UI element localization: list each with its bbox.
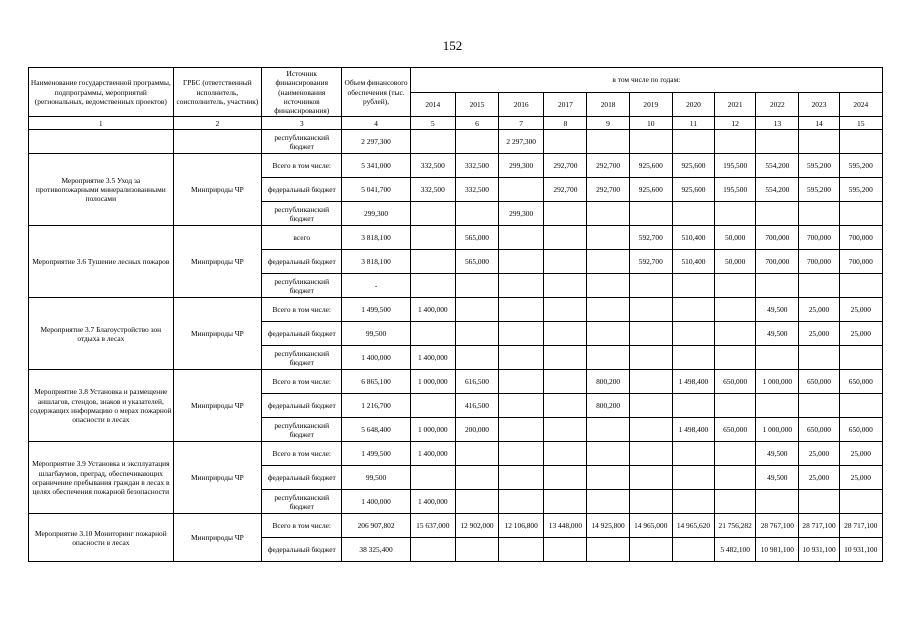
year-value-cell: 1 400,000 bbox=[410, 346, 455, 370]
year-value-cell bbox=[587, 202, 629, 226]
column-number: 12 bbox=[715, 117, 756, 130]
year-value-cell bbox=[455, 322, 498, 346]
year-value-cell bbox=[715, 202, 756, 226]
year-value-cell: 800,200 bbox=[587, 370, 629, 394]
column-number: 3 bbox=[262, 117, 342, 130]
source-cell: федеральный бюджет bbox=[262, 466, 342, 490]
year-value-cell: 1 498,400 bbox=[672, 418, 714, 442]
year-header: 2018 bbox=[587, 92, 629, 117]
total-cell: 2 297,300 bbox=[342, 130, 410, 154]
year-value-cell bbox=[715, 466, 756, 490]
column-number: 9 bbox=[587, 117, 629, 130]
grbs-cell: Минприроды ЧР bbox=[173, 442, 261, 514]
year-value-cell: 28 767,100 bbox=[756, 514, 799, 538]
year-value-cell: 25,000 bbox=[839, 442, 882, 466]
year-header: 2020 bbox=[672, 92, 714, 117]
measure-name: Мероприятие 3.7 Благоустройство зон отдыха в лесах bbox=[29, 298, 174, 370]
column-number: 5 bbox=[410, 117, 455, 130]
source-cell: республиканский бюджет bbox=[262, 274, 342, 298]
year-value-cell bbox=[455, 490, 498, 514]
year-value-cell: 925,600 bbox=[672, 178, 714, 202]
grbs-cell: Минприроды ЧР bbox=[173, 298, 261, 370]
year-value-cell bbox=[799, 346, 839, 370]
source-cell: всего bbox=[262, 226, 342, 250]
year-value-cell: 28 717,100 bbox=[839, 514, 882, 538]
year-value-cell: 28 717,100 bbox=[799, 514, 839, 538]
column-number: 1 bbox=[29, 117, 174, 130]
year-value-cell bbox=[839, 346, 882, 370]
year-value-cell bbox=[455, 466, 498, 490]
year-value-cell: 616,500 bbox=[455, 370, 498, 394]
source-cell: Всего в том числе: bbox=[262, 370, 342, 394]
year-value-cell bbox=[544, 346, 587, 370]
year-value-cell bbox=[410, 130, 455, 154]
year-value-cell: 650,000 bbox=[715, 370, 756, 394]
year-value-cell: 49,500 bbox=[756, 466, 799, 490]
year-value-cell: 565,000 bbox=[455, 226, 498, 250]
total-cell: 1 400,000 bbox=[342, 490, 410, 514]
year-value-cell: 800,200 bbox=[587, 394, 629, 418]
year-value-cell: 2 297,300 bbox=[499, 130, 544, 154]
year-value-cell bbox=[410, 466, 455, 490]
year-value-cell bbox=[715, 442, 756, 466]
year-value-cell bbox=[544, 202, 587, 226]
year-value-cell: 510,400 bbox=[672, 226, 714, 250]
column-number: 7 bbox=[499, 117, 544, 130]
year-value-cell: 510,400 bbox=[672, 250, 714, 274]
measure-name: Мероприятие 3.9 Установка и эксплуатация шлагбаумов, преград, обеспечивающих ограничение пребывания граждан в лесах в целях обеспечения пожарной безопасности bbox=[29, 442, 174, 514]
year-value-cell bbox=[499, 370, 544, 394]
table-row bbox=[29, 226, 883, 250]
year-value-cell: 1 400,000 bbox=[410, 490, 455, 514]
year-value-cell bbox=[629, 538, 672, 562]
year-value-cell: 195,500 bbox=[715, 154, 756, 178]
year-value-cell bbox=[672, 538, 714, 562]
year-header: 2023 bbox=[799, 92, 839, 117]
year-value-cell bbox=[799, 490, 839, 514]
year-value-cell bbox=[715, 490, 756, 514]
year-value-cell bbox=[799, 130, 839, 154]
year-value-cell: 925,600 bbox=[629, 154, 672, 178]
year-value-cell bbox=[410, 322, 455, 346]
year-value-cell: 299,300 bbox=[499, 154, 544, 178]
year-value-cell: 195,500 bbox=[715, 178, 756, 202]
year-value-cell bbox=[544, 538, 587, 562]
year-value-cell bbox=[587, 442, 629, 466]
header-grbs: ГРБС (ответственный исполнитель, соисполнитель, участник) bbox=[173, 68, 261, 117]
year-value-cell bbox=[544, 490, 587, 514]
year-value-cell bbox=[455, 346, 498, 370]
year-value-cell: 595,200 bbox=[799, 154, 839, 178]
year-value-cell bbox=[587, 490, 629, 514]
year-value-cell bbox=[715, 274, 756, 298]
year-value-cell bbox=[499, 418, 544, 442]
year-value-cell: 200,000 bbox=[455, 418, 498, 442]
year-value-cell: 14 965,000 bbox=[629, 514, 672, 538]
year-value-cell: 554,200 bbox=[756, 178, 799, 202]
year-value-cell bbox=[672, 298, 714, 322]
column-number: 10 bbox=[629, 117, 672, 130]
grbs-cell: Минприроды ЧР bbox=[173, 154, 261, 226]
year-value-cell bbox=[544, 274, 587, 298]
year-value-cell bbox=[756, 394, 799, 418]
year-value-cell bbox=[544, 298, 587, 322]
year-value-cell: 49,500 bbox=[756, 322, 799, 346]
year-value-cell: 10 981,100 bbox=[756, 538, 799, 562]
grbs-cell: Минприроды ЧР bbox=[173, 514, 261, 562]
total-cell: 3 818,100 bbox=[342, 226, 410, 250]
year-value-cell: 332,500 bbox=[410, 154, 455, 178]
year-value-cell bbox=[544, 394, 587, 418]
year-value-cell: 700,000 bbox=[756, 250, 799, 274]
year-value-cell bbox=[587, 274, 629, 298]
year-value-cell: 332,500 bbox=[455, 178, 498, 202]
year-value-cell bbox=[672, 394, 714, 418]
year-value-cell: 14 925,800 bbox=[587, 514, 629, 538]
year-value-cell bbox=[499, 490, 544, 514]
total-cell: 1 400,000 bbox=[342, 346, 410, 370]
year-value-cell bbox=[499, 322, 544, 346]
financing-table bbox=[28, 67, 883, 562]
year-value-cell bbox=[587, 538, 629, 562]
year-value-cell bbox=[455, 274, 498, 298]
year-value-cell bbox=[544, 442, 587, 466]
year-value-cell: 332,500 bbox=[410, 178, 455, 202]
year-value-cell bbox=[455, 442, 498, 466]
year-value-cell bbox=[672, 130, 714, 154]
total-cell: 38 325,400 bbox=[342, 538, 410, 562]
year-value-cell: 1 400,000 bbox=[410, 298, 455, 322]
year-value-cell: 416,500 bbox=[455, 394, 498, 418]
source-cell: республиканский бюджет bbox=[262, 202, 342, 226]
year-value-cell bbox=[672, 490, 714, 514]
year-value-cell bbox=[715, 298, 756, 322]
year-value-cell: 595,200 bbox=[839, 154, 882, 178]
year-value-cell bbox=[544, 226, 587, 250]
column-number: 8 bbox=[544, 117, 587, 130]
year-value-cell: 299,300 bbox=[499, 202, 544, 226]
year-value-cell bbox=[715, 130, 756, 154]
year-value-cell: 10 931,100 bbox=[839, 538, 882, 562]
year-value-cell: 25,000 bbox=[799, 466, 839, 490]
year-value-cell bbox=[499, 442, 544, 466]
year-value-cell bbox=[839, 202, 882, 226]
year-value-cell bbox=[715, 394, 756, 418]
year-value-cell bbox=[629, 202, 672, 226]
year-value-cell bbox=[587, 466, 629, 490]
total-cell: 206 907,802 bbox=[342, 514, 410, 538]
total-cell: 5 341,000 bbox=[342, 154, 410, 178]
year-value-cell bbox=[499, 394, 544, 418]
year-value-cell bbox=[410, 538, 455, 562]
grbs-cell: Минприроды ЧР bbox=[173, 370, 261, 442]
year-value-cell: 13 448,000 bbox=[544, 514, 587, 538]
year-value-cell: 292,700 bbox=[544, 154, 587, 178]
year-value-cell: 650,000 bbox=[839, 370, 882, 394]
source-cell: республиканский бюджет bbox=[262, 490, 342, 514]
year-value-cell: 650,000 bbox=[715, 418, 756, 442]
source-cell: федеральный бюджет bbox=[262, 178, 342, 202]
table-row bbox=[29, 130, 883, 154]
year-header: 2016 bbox=[499, 92, 544, 117]
year-header: 2021 bbox=[715, 92, 756, 117]
table-row bbox=[29, 154, 883, 178]
year-value-cell bbox=[799, 394, 839, 418]
year-value-cell bbox=[587, 250, 629, 274]
year-value-cell: 1 000,000 bbox=[756, 418, 799, 442]
year-value-cell bbox=[587, 346, 629, 370]
year-value-cell: 25,000 bbox=[799, 442, 839, 466]
year-value-cell bbox=[587, 130, 629, 154]
year-value-cell bbox=[799, 274, 839, 298]
year-value-cell bbox=[756, 274, 799, 298]
year-header: 2017 bbox=[544, 92, 587, 117]
year-value-cell: 700,000 bbox=[756, 226, 799, 250]
year-value-cell bbox=[629, 442, 672, 466]
year-value-cell bbox=[587, 226, 629, 250]
year-value-cell: 700,000 bbox=[839, 226, 882, 250]
year-value-cell bbox=[839, 490, 882, 514]
year-value-cell bbox=[672, 202, 714, 226]
year-value-cell bbox=[672, 466, 714, 490]
table-row bbox=[29, 298, 883, 322]
year-value-cell bbox=[756, 130, 799, 154]
year-value-cell bbox=[455, 538, 498, 562]
year-value-cell bbox=[499, 178, 544, 202]
year-value-cell: 1 400,000 bbox=[410, 442, 455, 466]
grbs-cell: Минприроды ЧР bbox=[173, 226, 261, 298]
year-value-cell bbox=[672, 322, 714, 346]
year-value-cell: 49,500 bbox=[756, 298, 799, 322]
year-value-cell bbox=[587, 418, 629, 442]
year-value-cell: 592,700 bbox=[629, 226, 672, 250]
measure-name: Мероприятие 3.5 Уход за противопожарными минерализованными полосами bbox=[29, 154, 174, 226]
source-cell: федеральный бюджет bbox=[262, 394, 342, 418]
year-value-cell: 25,000 bbox=[799, 298, 839, 322]
total-cell: - bbox=[342, 274, 410, 298]
year-value-cell bbox=[544, 466, 587, 490]
total-cell: 5 648,400 bbox=[342, 418, 410, 442]
year-value-cell bbox=[629, 490, 672, 514]
year-value-cell: 21 756,282 bbox=[715, 514, 756, 538]
header-source: Источник финансирования (наименования источников финансирования) bbox=[262, 68, 342, 117]
table-row bbox=[29, 370, 883, 394]
year-value-cell: 1 000,000 bbox=[410, 418, 455, 442]
year-value-cell: 25,000 bbox=[799, 322, 839, 346]
year-value-cell: 292,700 bbox=[544, 178, 587, 202]
year-value-cell bbox=[629, 466, 672, 490]
year-value-cell: 25,000 bbox=[839, 298, 882, 322]
source-cell: Всего в том числе: bbox=[262, 514, 342, 538]
year-value-cell: 332,500 bbox=[455, 154, 498, 178]
year-value-cell: 49,500 bbox=[756, 442, 799, 466]
year-value-cell bbox=[629, 346, 672, 370]
year-value-cell: 50,000 bbox=[715, 250, 756, 274]
page-number: 152 bbox=[442, 38, 463, 53]
total-cell: 99,500 bbox=[342, 322, 410, 346]
year-value-cell bbox=[629, 322, 672, 346]
year-header: 2019 bbox=[629, 92, 672, 117]
year-value-cell bbox=[544, 322, 587, 346]
column-number: 14 bbox=[799, 117, 839, 130]
column-number: 4 bbox=[342, 117, 410, 130]
year-value-cell bbox=[672, 346, 714, 370]
year-value-cell: 650,000 bbox=[839, 418, 882, 442]
source-cell: Всего в том числе: bbox=[262, 442, 342, 466]
year-value-cell bbox=[715, 322, 756, 346]
year-value-cell bbox=[455, 202, 498, 226]
year-value-cell: 12 902,000 bbox=[455, 514, 498, 538]
year-value-cell bbox=[629, 130, 672, 154]
year-value-cell bbox=[587, 322, 629, 346]
year-value-cell: 292,700 bbox=[587, 154, 629, 178]
year-value-cell: 5 482,100 bbox=[715, 538, 756, 562]
source-cell: Всего в том числе: bbox=[262, 298, 342, 322]
year-value-cell: 925,600 bbox=[672, 154, 714, 178]
total-cell: 3 818,100 bbox=[342, 250, 410, 274]
total-cell: 99,500 bbox=[342, 466, 410, 490]
year-value-cell bbox=[839, 394, 882, 418]
source-cell: республиканский бюджет bbox=[262, 130, 342, 154]
total-cell: 1 499,500 bbox=[342, 442, 410, 466]
year-value-cell bbox=[629, 370, 672, 394]
table-row bbox=[29, 514, 883, 538]
year-value-cell: 25,000 bbox=[839, 322, 882, 346]
year-value-cell: 700,000 bbox=[839, 250, 882, 274]
year-value-cell bbox=[672, 442, 714, 466]
year-value-cell: 292,700 bbox=[587, 178, 629, 202]
year-value-cell bbox=[715, 346, 756, 370]
year-value-cell: 565,000 bbox=[455, 250, 498, 274]
year-value-cell: 650,000 bbox=[799, 418, 839, 442]
year-value-cell: 700,000 bbox=[799, 226, 839, 250]
year-value-cell: 10 931,100 bbox=[799, 538, 839, 562]
year-value-cell bbox=[629, 298, 672, 322]
year-header: 2015 bbox=[455, 92, 498, 117]
year-value-cell bbox=[544, 130, 587, 154]
year-value-cell bbox=[455, 130, 498, 154]
total-cell: 1 499,500 bbox=[342, 298, 410, 322]
year-value-cell bbox=[544, 370, 587, 394]
table-row bbox=[29, 442, 883, 466]
year-value-cell bbox=[629, 418, 672, 442]
measure-name: Мероприятие 3.8 Установка и размещение аншлагов, стендов, знаков и указателей, содержащих информацию о мерах пожарной опасности в лесах bbox=[29, 370, 174, 442]
column-number: 13 bbox=[756, 117, 799, 130]
header-total: Объем финансового обеспечения (тыс. рублей), bbox=[342, 68, 410, 117]
source-cell: республиканский бюджет bbox=[262, 346, 342, 370]
year-value-cell: 650,000 bbox=[799, 370, 839, 394]
year-value-cell bbox=[499, 274, 544, 298]
year-value-cell bbox=[410, 202, 455, 226]
year-value-cell: 1 000,000 bbox=[410, 370, 455, 394]
source-cell: республиканский бюджет bbox=[262, 418, 342, 442]
total-cell: 6 865,100 bbox=[342, 370, 410, 394]
source-cell: федеральный бюджет bbox=[262, 538, 342, 562]
year-value-cell bbox=[499, 298, 544, 322]
year-header: 2024 bbox=[839, 92, 882, 117]
year-value-cell: 25,000 bbox=[839, 466, 882, 490]
measure-name: Мероприятие 3.6 Тушение лесных пожаров bbox=[29, 226, 174, 298]
year-value-cell: 700,000 bbox=[799, 250, 839, 274]
year-value-cell: 595,200 bbox=[839, 178, 882, 202]
year-value-cell bbox=[499, 466, 544, 490]
year-value-cell bbox=[756, 490, 799, 514]
column-number: 15 bbox=[839, 117, 882, 130]
year-value-cell: 15 637,000 bbox=[410, 514, 455, 538]
year-value-cell: 595,200 bbox=[799, 178, 839, 202]
source-cell: федеральный бюджет bbox=[262, 250, 342, 274]
year-value-cell: 12 106,800 bbox=[499, 514, 544, 538]
source-cell: Всего в том числе: bbox=[262, 154, 342, 178]
year-value-cell bbox=[544, 418, 587, 442]
total-cell: 299,300 bbox=[342, 202, 410, 226]
year-value-cell bbox=[672, 274, 714, 298]
year-value-cell bbox=[839, 274, 882, 298]
year-value-cell bbox=[499, 226, 544, 250]
year-value-cell bbox=[455, 298, 498, 322]
year-value-cell: 14 965,620 bbox=[672, 514, 714, 538]
year-value-cell: 1 498,400 bbox=[672, 370, 714, 394]
year-value-cell bbox=[629, 274, 672, 298]
year-value-cell bbox=[410, 274, 455, 298]
year-value-cell bbox=[410, 226, 455, 250]
year-value-cell: 592,700 bbox=[629, 250, 672, 274]
header-name: Наименование государственной программы, подпрограммы, мероприятий (региональных, ведомственных проектов) bbox=[29, 68, 174, 117]
year-value-cell bbox=[839, 130, 882, 154]
column-number: 6 bbox=[455, 117, 498, 130]
year-value-cell bbox=[410, 250, 455, 274]
year-value-cell: 925,600 bbox=[629, 178, 672, 202]
total-cell: 5 041,700 bbox=[342, 178, 410, 202]
year-value-cell bbox=[756, 346, 799, 370]
year-value-cell bbox=[799, 202, 839, 226]
year-header: 2014 bbox=[410, 92, 455, 117]
year-value-cell bbox=[499, 346, 544, 370]
year-value-cell: 554,200 bbox=[756, 154, 799, 178]
column-number: 11 bbox=[672, 117, 714, 130]
header-years-group: в том числе по годам: bbox=[410, 68, 882, 93]
grbs-cell bbox=[173, 130, 261, 154]
year-value-cell: 1 000,000 bbox=[756, 370, 799, 394]
year-value-cell bbox=[587, 298, 629, 322]
year-value-cell bbox=[756, 202, 799, 226]
year-value-cell bbox=[544, 250, 587, 274]
year-value-cell bbox=[499, 538, 544, 562]
column-number: 2 bbox=[173, 117, 261, 130]
year-value-cell bbox=[499, 250, 544, 274]
source-cell: федеральный бюджет bbox=[262, 322, 342, 346]
measure-name: Мероприятие 3.10 Мониторинг пожарной опасности в лесах bbox=[29, 514, 174, 562]
year-value-cell bbox=[629, 394, 672, 418]
year-value-cell: 50,000 bbox=[715, 226, 756, 250]
year-value-cell bbox=[410, 394, 455, 418]
year-header: 2022 bbox=[756, 92, 799, 117]
measure-name bbox=[29, 130, 174, 154]
total-cell: 1 216,700 bbox=[342, 394, 410, 418]
